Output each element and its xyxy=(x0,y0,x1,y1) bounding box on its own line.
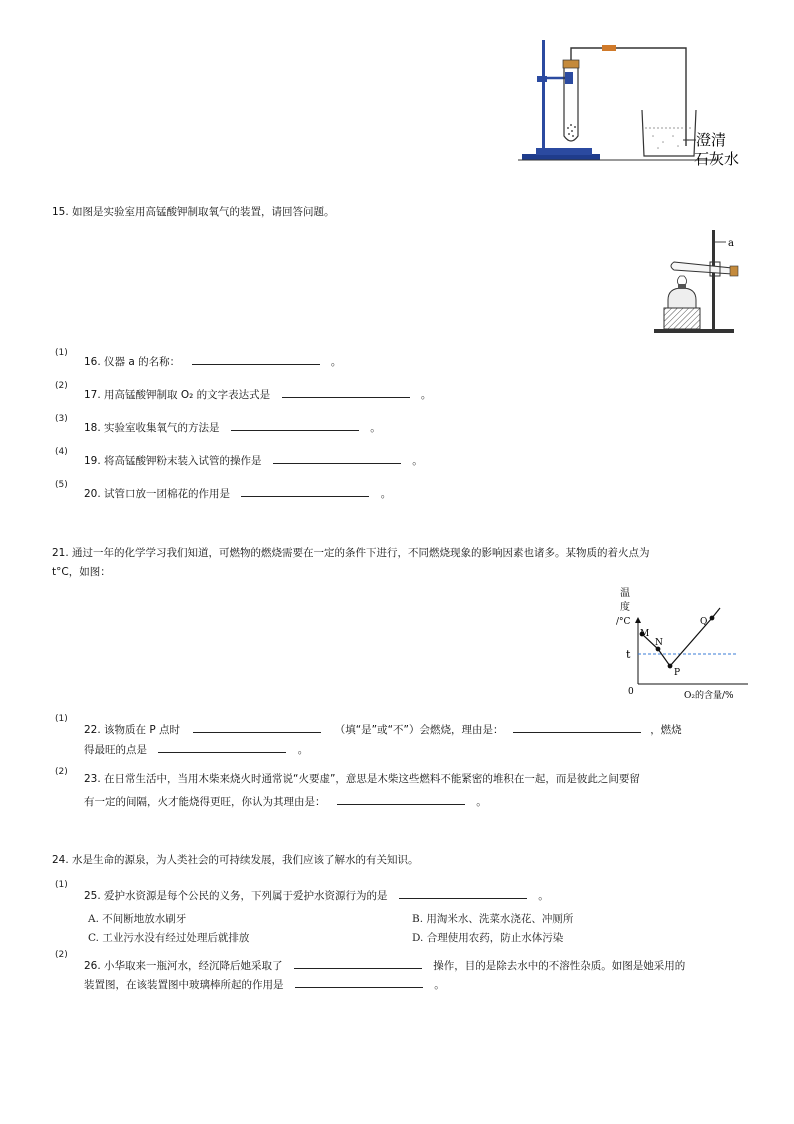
q26-text-part1: 26. 小华取来一瓶河水，经沉降后她采取了 xyxy=(84,960,283,972)
q18-answer-blank[interactable] xyxy=(231,418,359,431)
q22-answer-blank-3[interactable] xyxy=(158,740,286,753)
graph-label-m: M xyxy=(640,629,650,639)
q23-text-line2: 有一定的间隔，火才能烧得更旺，你认为其理由是： xyxy=(84,796,326,808)
q25-end: 。 xyxy=(538,890,549,902)
q18-end: 。 xyxy=(370,422,381,434)
q26-answer-blank-1[interactable] xyxy=(294,956,422,969)
point-q xyxy=(710,616,715,621)
q18-line xyxy=(84,418,381,435)
q21-stem-line2: t°C，如图： xyxy=(52,566,111,578)
q25-option-b[interactable]: B. 用淘米水、洗菜水浇花、冲厕所 xyxy=(412,913,574,925)
graph-origin: 0 xyxy=(628,687,634,697)
graph-x-label: O₂的含量/% xyxy=(684,691,734,701)
q18-text: 18. 实验室收集氧气的方法是 xyxy=(84,422,220,434)
q19-answer-blank[interactable] xyxy=(273,451,401,464)
point-p xyxy=(668,664,673,669)
q16-text: 16. 仪器 a 的名称： xyxy=(84,356,181,368)
q23-line2 xyxy=(84,792,487,809)
q23-end: 。 xyxy=(476,796,487,808)
q26-end: 。 xyxy=(434,979,445,991)
q22-line1 xyxy=(84,720,682,737)
q19-text: 19. 将高锰酸钾粉末装入试管的操作是 xyxy=(84,455,262,467)
q24-stem: 24. 水是生命的源泉，为人类社会的可持续发展，我们应该了解水的有关知识。 xyxy=(52,854,419,866)
q18-number: (3) xyxy=(55,414,68,424)
graph-y-label-2: 度 xyxy=(620,602,630,613)
q16-end: 。 xyxy=(330,356,342,368)
q16-number: (1) xyxy=(55,348,68,358)
q25-line xyxy=(84,886,549,903)
q19-end: 。 xyxy=(412,455,423,467)
limewater-label-line2: 石灰水 xyxy=(694,150,740,168)
q22-number: (1) xyxy=(55,714,68,724)
q25-answer-blank[interactable] xyxy=(399,886,527,899)
q16-answer-blank[interactable] xyxy=(192,352,320,365)
apparatus-label-a: a xyxy=(728,238,734,249)
graph-label-t: t xyxy=(626,648,631,661)
graph-y-label-3: /°C xyxy=(616,617,631,627)
q20-answer-blank[interactable] xyxy=(241,484,369,497)
q22-text-part1: 22. 该物质在 P 点时 xyxy=(84,724,181,736)
q26-number: (2) xyxy=(55,950,68,960)
kmno4-oxygen-apparatus-figure xyxy=(644,228,744,340)
q25-option-a[interactable]: A. 不间断地放水刷牙 xyxy=(88,913,187,925)
graph-label-n: N xyxy=(655,638,663,648)
q20-text: 20. 试管口放一团棉花的作用是 xyxy=(84,488,231,500)
q15-stem: 15. 如图是实验室用高锰酸钾制取氧气的装置，请回答问题。 xyxy=(52,206,335,218)
q19-number: (4) xyxy=(55,447,68,457)
q19-line xyxy=(84,451,423,468)
q22-text-part3: ，燃烧 xyxy=(650,724,682,736)
q26-answer-blank-2[interactable] xyxy=(295,975,423,988)
q22-text-part2: （填“是”或“不”）会燃烧，理由是： xyxy=(334,724,504,736)
graph-label-q: Q xyxy=(700,617,708,627)
q25-option-d[interactable]: D. 合理使用农药，防止水体污染 xyxy=(412,932,564,944)
limewater-apparatus-figure xyxy=(518,36,758,171)
q17-text: 17. 用高锰酸钾制取 O₂ 的文字表达式是 xyxy=(84,389,271,401)
q26-text-part2: 操作，目的是除去水中的不溶性杂质。如图是她采用的 xyxy=(433,960,686,972)
q25-number: (1) xyxy=(55,880,68,890)
q17-answer-blank[interactable] xyxy=(282,385,410,398)
q17-number: (2) xyxy=(55,381,68,391)
limewater-label-line1: 澄清 xyxy=(696,131,727,149)
q26-line2 xyxy=(84,975,445,992)
q25-text: 25. 爱护水资源是每个公民的义务，下列属于爱护水资源行为的是 xyxy=(84,890,388,902)
q22-end: 。 xyxy=(297,744,309,756)
q20-number: (5) xyxy=(55,480,68,490)
q26-line1 xyxy=(84,956,685,973)
q23-number: (2) xyxy=(55,767,68,777)
q16-line xyxy=(84,352,341,369)
q26-text-line2: 装置图，在该装置图中玻璃棒所起的作用是 xyxy=(84,979,284,991)
graph-y-label-1: 温 xyxy=(620,588,630,599)
q22-line2 xyxy=(84,740,308,757)
q20-end: 。 xyxy=(380,488,392,500)
q21-stem-line1: 21. 通过一年的化学学习我们知道，可燃物的燃烧需要在一定的条件下进行，不同燃烧现象的影响因素也诸多。某物质的着火点为 xyxy=(52,547,650,559)
q22-answer-blank-1[interactable] xyxy=(193,720,321,733)
q22-text-line2: 得最旺的点是 xyxy=(84,744,147,756)
q22-answer-blank-2[interactable] xyxy=(513,720,641,733)
q17-line xyxy=(84,385,431,402)
q23-answer-blank[interactable] xyxy=(337,792,465,805)
q25-option-c[interactable]: C. 工业污水没有经过处理后就排放 xyxy=(88,932,250,944)
temperature-oxygen-graph xyxy=(598,588,758,704)
q20-line xyxy=(84,484,391,501)
q17-end: 。 xyxy=(420,389,432,401)
q23-line1: 23. 在日常生活中，当用木柴来烧火时通常说“火要虚”，意思是木柴这些燃料不能紧密的堆积在一起，而是彼此之间要留 xyxy=(84,773,640,785)
graph-label-p: P xyxy=(674,668,681,678)
